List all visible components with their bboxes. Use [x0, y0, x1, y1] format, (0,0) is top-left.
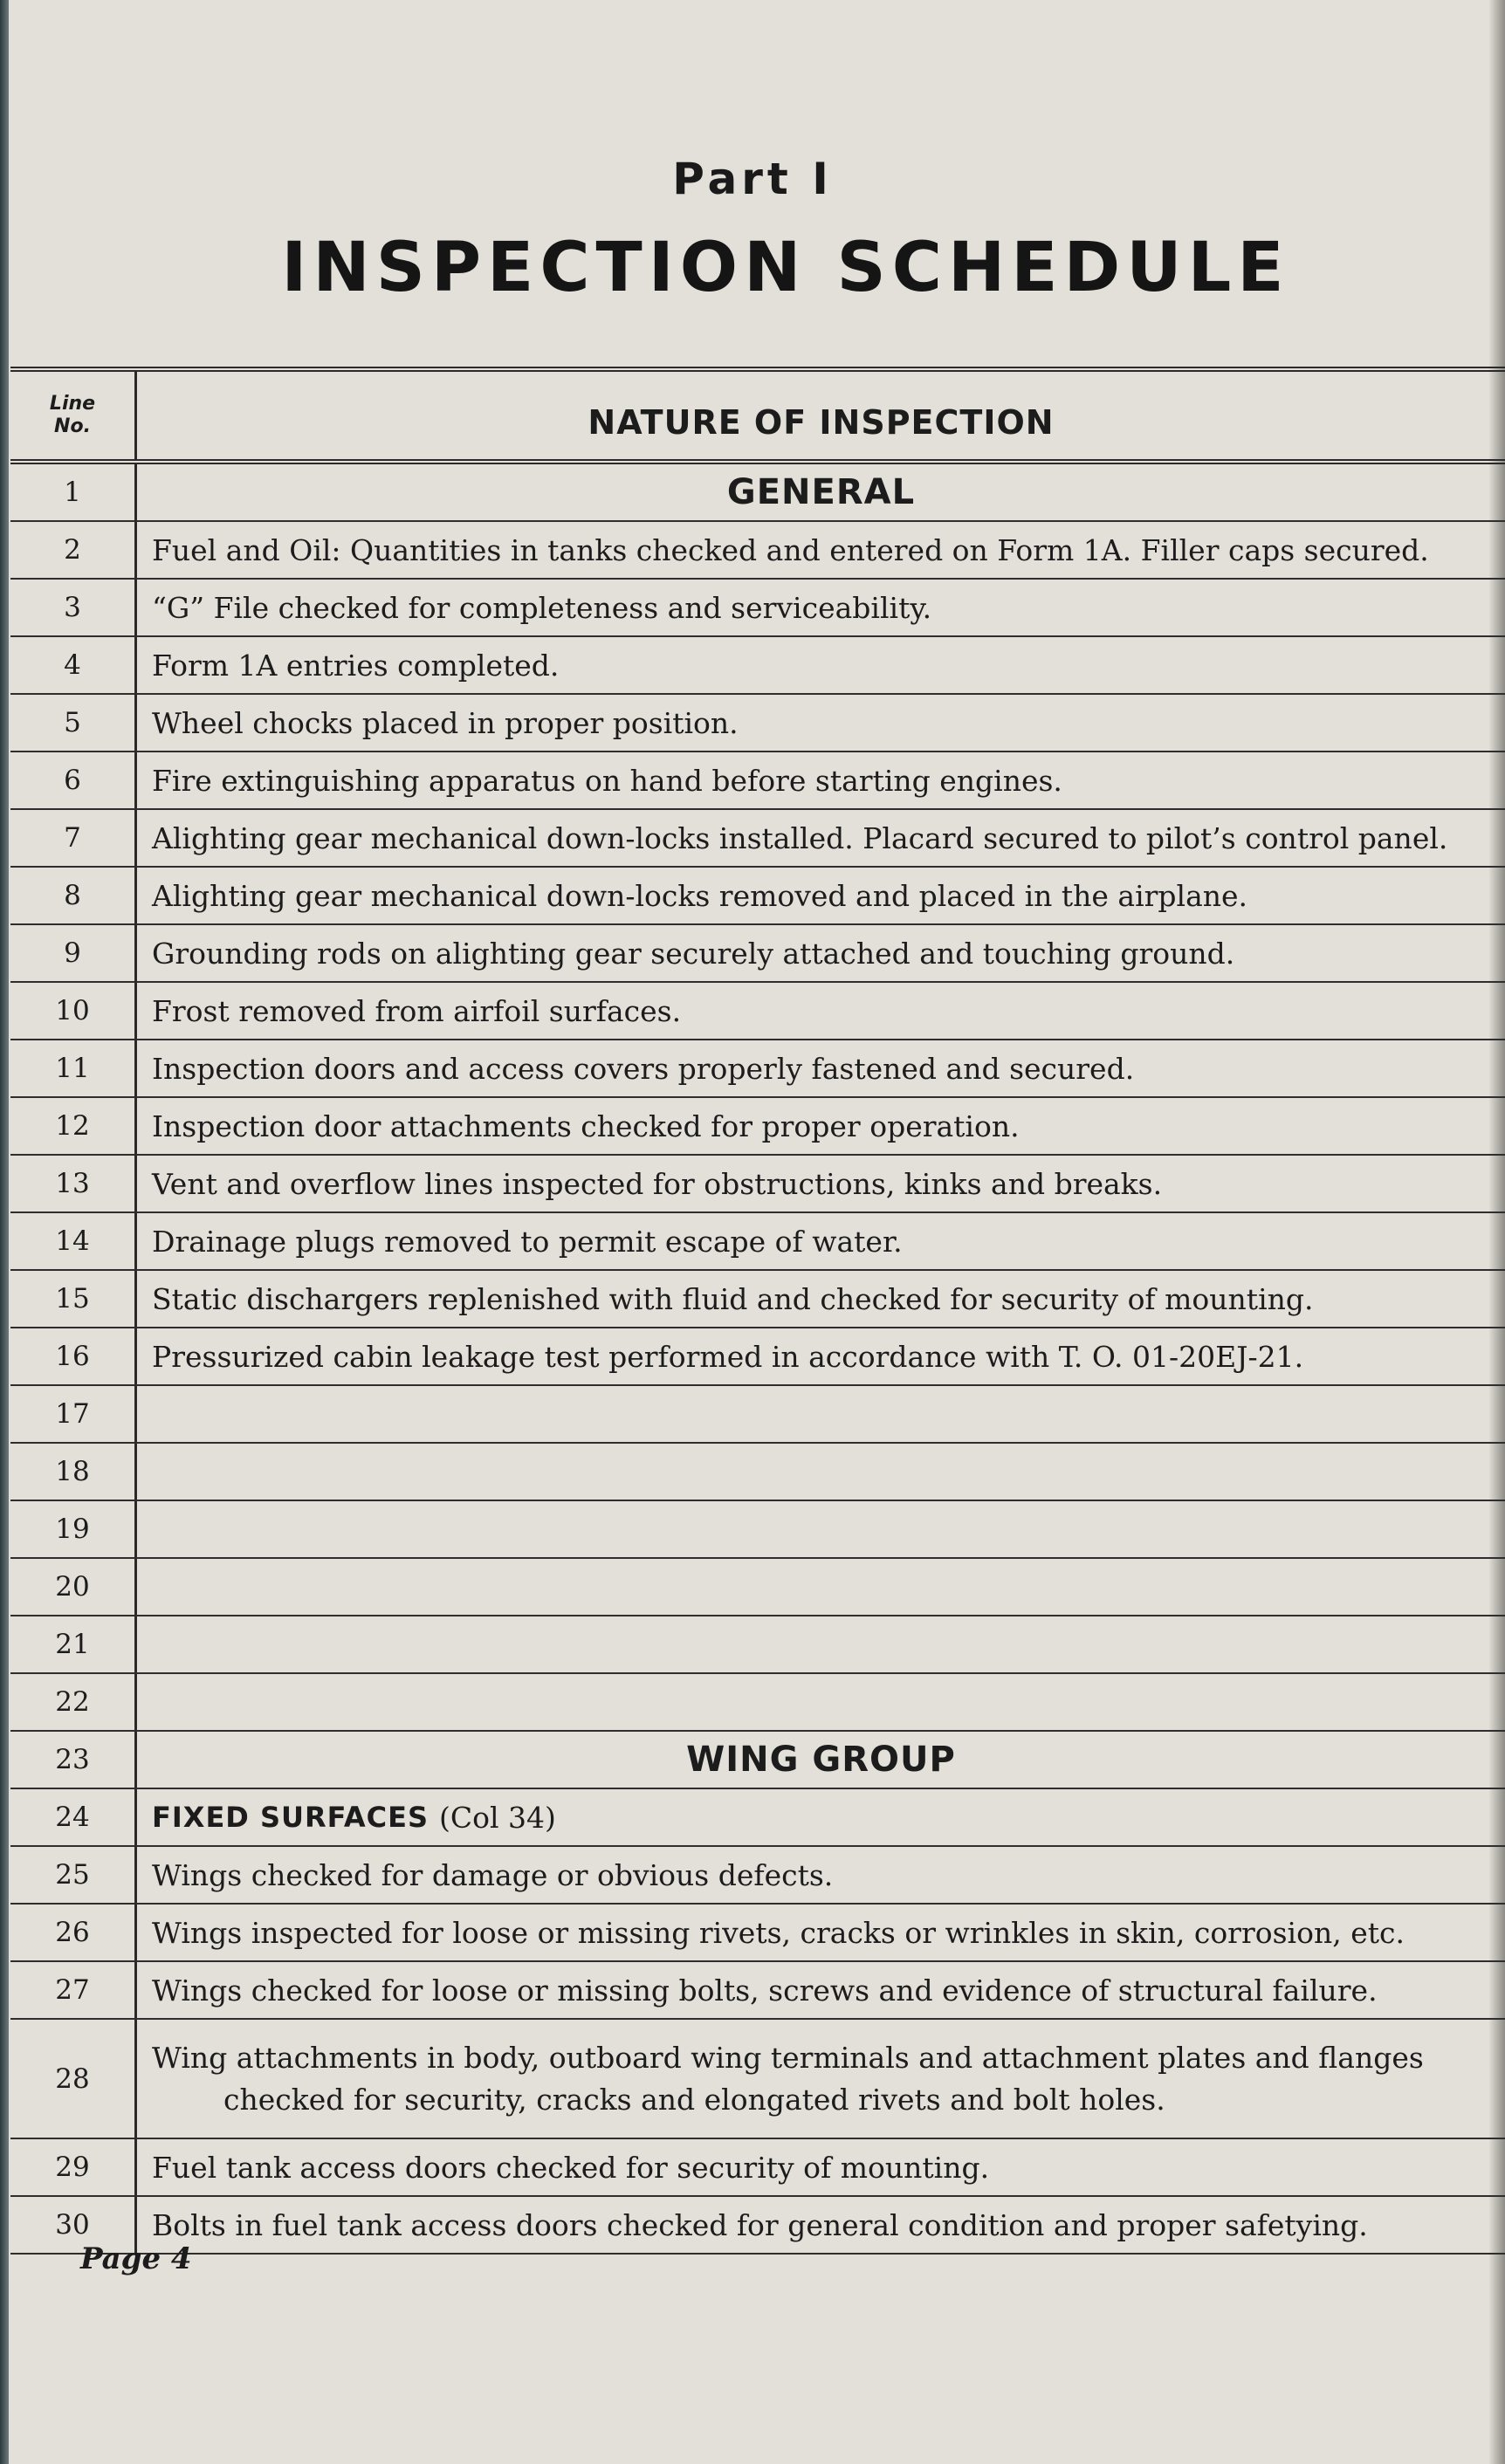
line-number: 29 [10, 2139, 137, 2195]
inspection-item [152, 1444, 1488, 1500]
table-row [10, 1444, 1505, 1501]
line-number: 2 [10, 522, 137, 578]
inspection-item-text: Wing attachments in body, outboard wing terminals and attachment plates and flanges checked for security, cracks and elongated rivets and bolt holes. [152, 2040, 1424, 2117]
inspection-table [10, 367, 1505, 2255]
line-number: 24 [10, 1789, 137, 1845]
line-number: 7 [10, 810, 137, 866]
inspection-item: Inspection doors and access covers properly fastened and secured. [152, 1051, 1135, 1086]
table-row [10, 1674, 1505, 1732]
table-row [10, 1789, 1505, 1847]
section-heading: GENERAL [726, 472, 916, 512]
line-number: 5 [10, 695, 137, 751]
page-number: Page 4 [80, 2241, 192, 2276]
nature-of-inspection-header: NATURE OF INSPECTION [588, 403, 1055, 442]
inspection-item: Bolts in fuel tank access doors checked for general condition and proper safetying. [152, 2207, 1368, 2242]
line-number: 25 [10, 1847, 137, 1903]
table-header [10, 367, 1505, 464]
table-row [10, 1040, 1505, 1098]
inspection-item: Frost removed from airfoil surfaces. [152, 993, 682, 1028]
line-no-header-no: No. [54, 415, 91, 437]
subsection-heading [152, 1789, 1488, 1845]
inspection-item [152, 1616, 1488, 1672]
table-row [10, 1098, 1505, 1156]
table-row [10, 1905, 1505, 1962]
table-row [10, 464, 1505, 522]
line-number: 27 [10, 1962, 137, 2018]
line-no-header [10, 372, 137, 459]
inspection-item [152, 1386, 1488, 1442]
inspection-item [152, 1501, 1488, 1557]
table-row [10, 752, 1505, 810]
line-number: 15 [10, 1271, 137, 1327]
table-row [10, 810, 1505, 868]
table-row [10, 695, 1505, 752]
section-heading: WING GROUP [686, 1740, 956, 1780]
line-number: 6 [10, 752, 137, 808]
line-number: 3 [10, 580, 137, 635]
subsection-column-ref: (Col 34) [439, 1800, 556, 1835]
table-row [10, 868, 1505, 925]
inspection-item [152, 1559, 1488, 1615]
line-number: 17 [10, 1386, 137, 1442]
inspection-item: Alighting gear mechanical down-locks installed. Placard secured to pilot’s control panel. [152, 820, 1448, 855]
table-row [10, 522, 1505, 580]
inspection-item: Wings inspected for loose or missing rivets, cracks or wrinkles in skin, corrosion, etc. [152, 1915, 1405, 1950]
table-row [10, 1328, 1505, 1386]
table-row [10, 2139, 1505, 2197]
inspection-item: Wings checked for loose or missing bolts, screws and evidence of structural failure. [152, 1973, 1378, 2008]
line-number: 13 [10, 1156, 137, 1211]
inspection-item: Pressurized cabin leakage test performed in accordance with T. O. 01-20EJ-21. [152, 1339, 1304, 1374]
line-number: 11 [10, 1040, 137, 1096]
line-no-header-line: Line [49, 393, 96, 415]
line-number: 28 [10, 2020, 137, 2138]
table-row [10, 925, 1505, 983]
line-number: 26 [10, 1905, 137, 1960]
part-heading: Part I [672, 154, 833, 204]
line-number: 8 [10, 868, 137, 923]
inspection-item: Form 1A entries completed. [152, 648, 560, 683]
table-row [10, 1962, 1505, 2020]
inspection-item: Wheel chocks placed in proper position. [152, 705, 739, 740]
line-number: 4 [10, 637, 137, 693]
table-row [10, 580, 1505, 637]
table-row [10, 1271, 1505, 1328]
inspection-item [152, 2020, 1488, 2138]
page-edge-left [0, 0, 9, 2464]
table-row [10, 637, 1505, 695]
table-row [10, 1559, 1505, 1616]
table-row [10, 983, 1505, 1040]
inspection-item: Drainage plugs removed to permit escape of water. [152, 1224, 903, 1259]
line-number: 23 [10, 1732, 137, 1788]
line-number: 14 [10, 1213, 137, 1269]
inspection-item: Fuel tank access doors checked for security of mounting. [152, 2150, 990, 2185]
table-body [10, 464, 1505, 2255]
page-title: INSPECTION SCHEDULE [281, 229, 1290, 307]
inspection-item: Vent and overflow lines inspected for obstructions, kinks and breaks. [152, 1166, 1163, 1201]
table-row [10, 1616, 1505, 1674]
table-row [10, 1732, 1505, 1789]
table-row [10, 1501, 1505, 1559]
line-number: 9 [10, 925, 137, 981]
inspection-item: Static dischargers replenished with fluid and checked for security of mounting. [152, 1281, 1314, 1316]
subsection-title: FIXED SURFACES [152, 1801, 430, 1834]
inspection-item: Inspection door attachments checked for proper operation. [152, 1108, 1020, 1143]
inspection-item: Wings checked for damage or obvious defects. [152, 1857, 834, 1892]
inspection-item: Fuel and Oil: Quantities in tanks checked and entered on Form 1A. Filler caps secured. [152, 532, 1429, 567]
table-row [10, 1213, 1505, 1271]
table-row [10, 1386, 1505, 1444]
line-number: 19 [10, 1501, 137, 1557]
line-number: 20 [10, 1559, 137, 1615]
inspection-item: “G” File checked for completeness and serviceability. [152, 590, 932, 625]
line-number: 10 [10, 983, 137, 1039]
inspection-item: Fire extinguishing apparatus on hand before starting engines. [152, 763, 1062, 798]
inspection-item [152, 1674, 1488, 1730]
line-number: 18 [10, 1444, 137, 1500]
line-number: 22 [10, 1674, 137, 1730]
line-number: 12 [10, 1098, 137, 1154]
table-row [10, 1156, 1505, 1213]
table-row [10, 2197, 1505, 2255]
inspection-item: Alighting gear mechanical down-locks removed and placed in the airplane. [152, 878, 1248, 913]
line-number: 30 [10, 2197, 137, 2253]
line-number: 21 [10, 1616, 137, 1672]
table-row [10, 1847, 1505, 1905]
table-row [10, 2020, 1505, 2139]
line-number: 1 [10, 464, 137, 520]
inspection-item: Grounding rods on alighting gear securely attached and touching ground. [152, 936, 1235, 971]
line-number: 16 [10, 1328, 137, 1384]
